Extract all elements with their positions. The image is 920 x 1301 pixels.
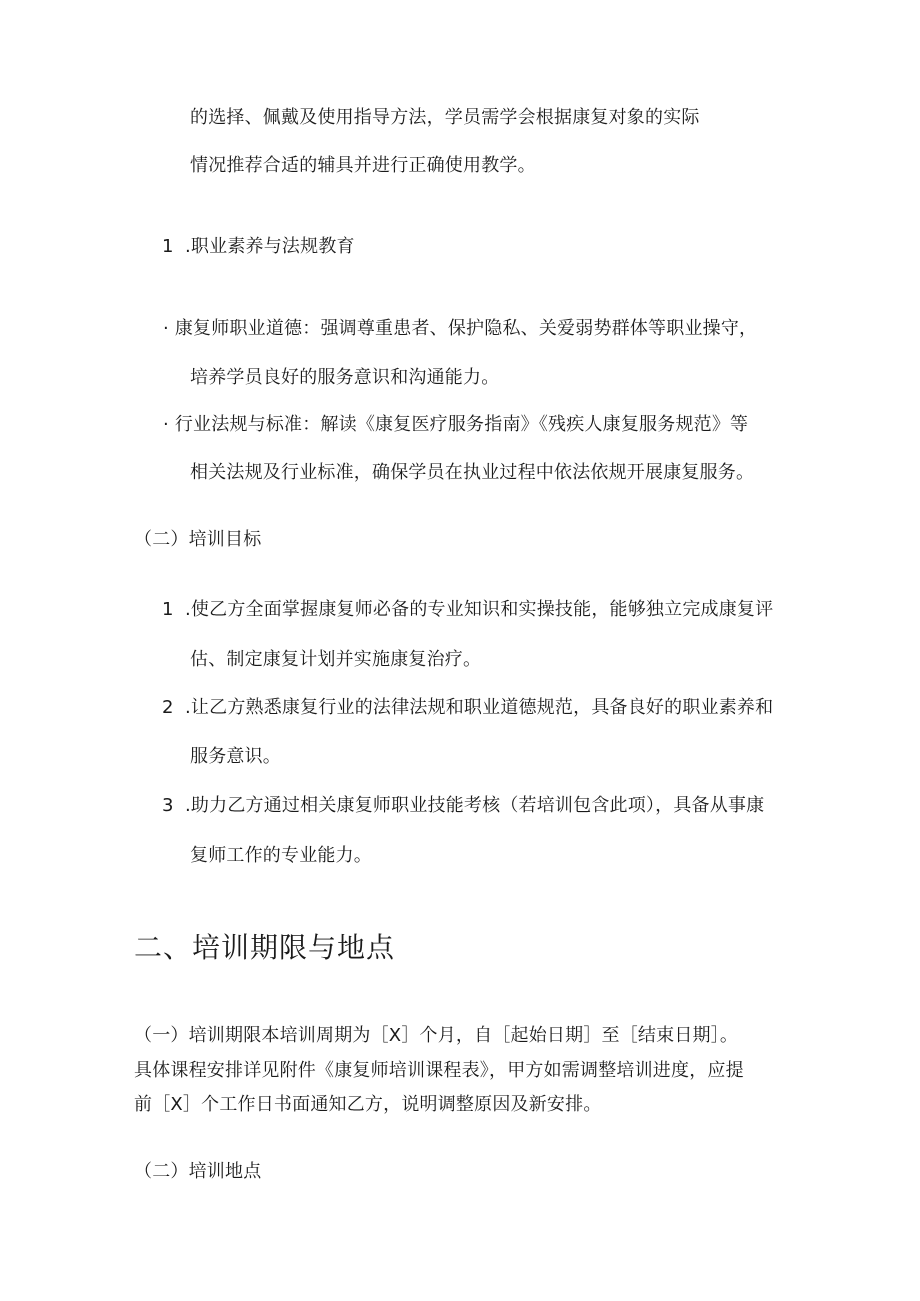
bullet-regulations-line-2: 相关法规及行业标准，确保学员在执业过程中依法依规开展康复服务。 — [190, 462, 755, 483]
chapter-heading: 二、培训期限与地点 — [134, 931, 396, 964]
goals-heading: （二）培训目标 — [134, 529, 262, 550]
goal-line-1: .助力乙方通过相关康复师职业技能考核（若培训包含此项），具备从事康 — [185, 795, 765, 816]
intro-line-1: 的选择、佩戴及使用指导方法，学员需学会根据康复对象的实际 — [190, 107, 700, 128]
bullet-ethics-line-2: 培养学员良好的服务意识和沟通能力。 — [190, 367, 500, 388]
goal-number: 1 — [162, 599, 174, 620]
section-title: .职业素养与法规教育 — [185, 236, 355, 257]
intro-line-2: 情况推荐合适的辅具并进行正确使用教学。 — [190, 155, 536, 176]
location-heading: （二）培训地点 — [134, 1161, 262, 1182]
goal-line-2: 估、制定康复计划并实施康复治疗。 — [190, 649, 482, 670]
goal-line-1: .让乙方熟悉康复行业的法律法规和职业道德规范，具备良好的职业素养和 — [185, 697, 774, 718]
goal-line-2: 服务意识。 — [190, 746, 281, 767]
period-line-3: 前［X］个工作日书面通知乙方，说明调整原因及新安排。 — [134, 1094, 602, 1115]
period-line-2: 具体课程安排详见附件《康复师培训课程表》，甲方如需调整培训进度，应提 — [134, 1060, 744, 1081]
goal-line-2: 复师工作的专业能力。 — [190, 845, 372, 866]
section-number: 1 — [162, 236, 174, 257]
goal-line-1: .使乙方全面掌握康复师必备的专业知识和实操技能，能够独立完成康复评 — [185, 599, 774, 620]
bullet-regulations-line-1: · 行业法规与标准：解读《康复医疗服务指南》《残疾人康复服务规范》等 — [163, 414, 749, 435]
goal-number: 3 — [162, 795, 174, 816]
bullet-ethics-line-1: · 康复师职业道德：强调尊重患者、保护隐私、关爱弱势群体等职业操守， — [163, 318, 758, 339]
period-line-1: （一）培训期限本培训周期为［X］个月，自［起始日期］至［结束日期］。 — [134, 1025, 739, 1046]
goal-number: 2 — [162, 697, 174, 718]
